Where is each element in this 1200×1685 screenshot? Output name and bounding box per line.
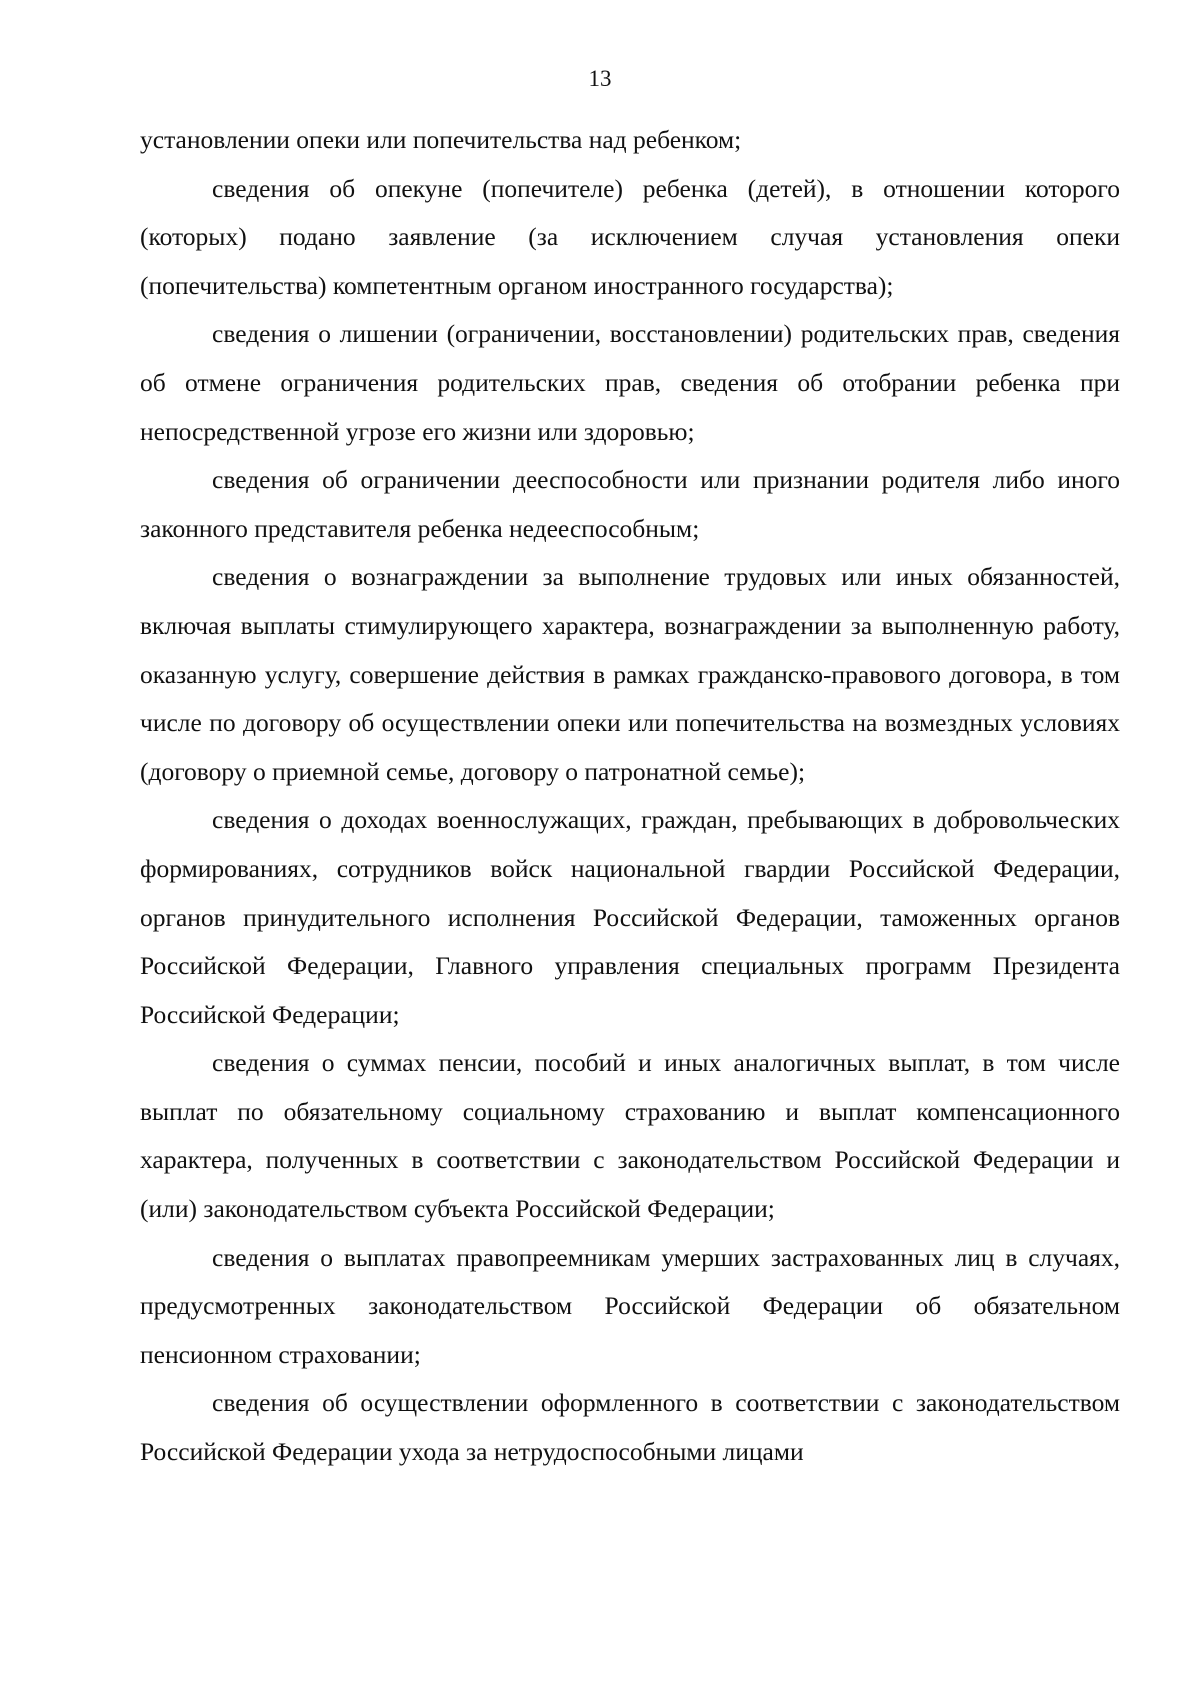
paragraph-parental-rights: сведения о лишении (ограничении, восстановлении) родительских прав, сведения об отмене ограничения родительских прав, сведения об отобрании ребенка при непосредственной угрозе его жизни или здоровью; <box>140 319 1120 446</box>
paragraph-military-income: сведения о доходах военнослужащих, граждан, пребывающих в добровольческих формированиях, сотрудников войск национальной гвардии Российской Федерации, органов принудительного исполнения Российской Федерации, таможенных органов Российской Федерации, Главного управления специальных программ Президента Российской Федерации; <box>140 805 1120 1029</box>
paragraph-successor-payments: сведения о выплатах правопреемникам умерших застрахованных лиц в случаях, предусмотренных законодательством Российской Федерации об обязательном пенсионном страховании; <box>140 1242 1120 1369</box>
page-number: 13 <box>588 66 612 91</box>
paragraph-continued: установлении опеки или попечительства над ребенком; <box>140 125 742 154</box>
paragraph-care: сведения об осуществлении оформленного в соответствии с законодательством Российской Федерации ухода за нетрудоспособными лицами <box>140 1388 1120 1467</box>
paragraph-remuneration: сведения о вознаграждении за выполнение трудовых или иных обязанностей, включая выплаты стимулирующего характера, вознаграждении за выполненную работу, оказанную услугу, совершение действия в рамках гражданско-правового договора, в том числе по договору об осуществлении опеки или попечительства на возмездных условиях (договору о приемной семье, договору о патронатной семье); <box>140 562 1120 786</box>
paragraph-guardian-info: сведения об опекуне (попечителе) ребенка (детей), в отношении которого (которых) подано заявление (за исключением случая установления опеки (попечительства) компетентным органом иностранного государства); <box>140 173 1120 300</box>
paragraph-legal-capacity: сведения об ограничении дееспособности или признании родителя либо иного законного представителя ребенка недееспособным; <box>140 465 1120 543</box>
paragraph-pensions: сведения о суммах пенсии, пособий и иных аналогичных выплат, в том числе выплат по обязательному социальному страхованию и выплат компенсационного характера, полученных в соответствии с законодательством Российской Федерации и (или) законодательством субъекта Российской Федерации; <box>140 1048 1120 1224</box>
document-body <box>140 116 1120 1477</box>
